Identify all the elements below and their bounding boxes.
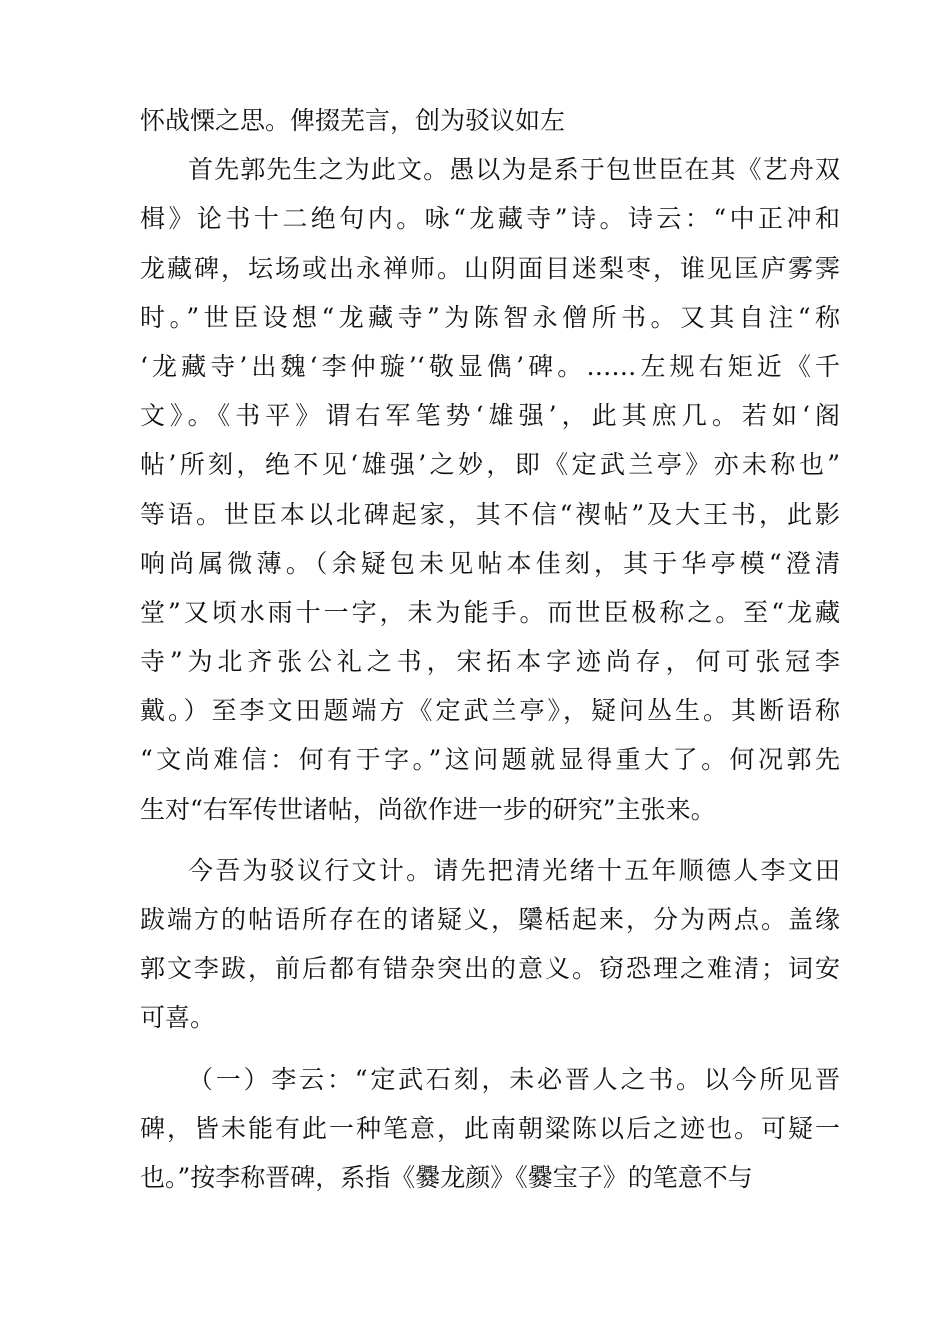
text-line: 首先郭先生之为此文。愚以为是系于包世臣在其《艺舟双 bbox=[188, 155, 840, 185]
text-line: （一）李云：“定武石刻，未必晋人之书。以今所见晋 bbox=[188, 1064, 840, 1094]
text-line: 等语。世臣本以北碑起家，其不信“禊帖”及大王书，此影 bbox=[140, 499, 840, 529]
paragraph-rebuttal-plan bbox=[140, 846, 840, 1043]
text-line: 堂”又顷水雨十一字，未为能手。而世臣极称之。至“龙藏 bbox=[140, 597, 840, 627]
document-body bbox=[140, 96, 840, 1202]
text-line: 生对“右军传世诸帖，尚欲作进一步的研究”主张来。 bbox=[140, 794, 716, 824]
paragraph-continuation bbox=[140, 96, 840, 145]
paragraph-gap bbox=[140, 834, 840, 846]
text-line: 也。”按李称晋碑，系指《爨龙颜》《爨宝子》的笔意不与 bbox=[140, 1162, 753, 1192]
text-line: 郭文李跋，前后都有错杂突出的意义。窃恐理之难清；词安 bbox=[140, 954, 840, 984]
text-line: ‘龙藏寺’出魏‘李仲璇’‘敬显儁’碑。……左规右矩近《千 bbox=[140, 351, 840, 381]
text-line: 可喜。 bbox=[140, 1003, 216, 1033]
text-line: 碑，皆未能有此一种笔意，此南朝粱陈以后之迹也。可疑一 bbox=[140, 1113, 840, 1143]
text-line: 文》。《书平》谓右军笔势‘雄强’，此其庶几。若如‘阁 bbox=[140, 401, 840, 431]
text-line: 帖’所刻，绝不见‘雄强’之妙，即《定武兰亭》亦未称也” bbox=[140, 450, 840, 480]
text-line: 楫》论书十二绝句内。咏“龙藏寺”诗。诗云：“中正冲和 bbox=[140, 204, 840, 234]
text-line: 戴。）至李文田题端方《定武兰亭》，疑问丛生。其断语称 bbox=[140, 696, 840, 726]
paragraph-gap bbox=[140, 1043, 840, 1055]
text-line: 龙藏碑，坛场或出永禅师。山阴面目迷梨枣，谁见匡庐雾霁 bbox=[140, 253, 840, 283]
text-line: “文尚难信：何有于字。”这问题就显得重大了。何况郭先 bbox=[140, 745, 840, 775]
text-line: 今吾为驳议行文计。请先把清光绪十五年顺德人李文田 bbox=[188, 855, 840, 885]
paragraph-guo-essay-origin bbox=[140, 145, 840, 834]
text-line: 响尚属微薄。（余疑包未见帖本佳刻，其于华亭模“澄清 bbox=[140, 548, 840, 578]
paragraph-point-one bbox=[140, 1055, 840, 1203]
text-line: 怀战慄之思。俾掇芜言，创为驳议如左 bbox=[140, 106, 566, 135]
text-line: 跋端方的帖语所存在的诸疑义，櫽栝起来，分为两点。盖缘 bbox=[140, 905, 840, 934]
text-line: 时。”世臣设想“龙藏寺”为陈智永僧所书。又其自注“称 bbox=[140, 302, 840, 332]
text-line: 寺”为北齐张公礼之书，宋拓本字迹尚存，何可张冠李 bbox=[140, 647, 840, 677]
